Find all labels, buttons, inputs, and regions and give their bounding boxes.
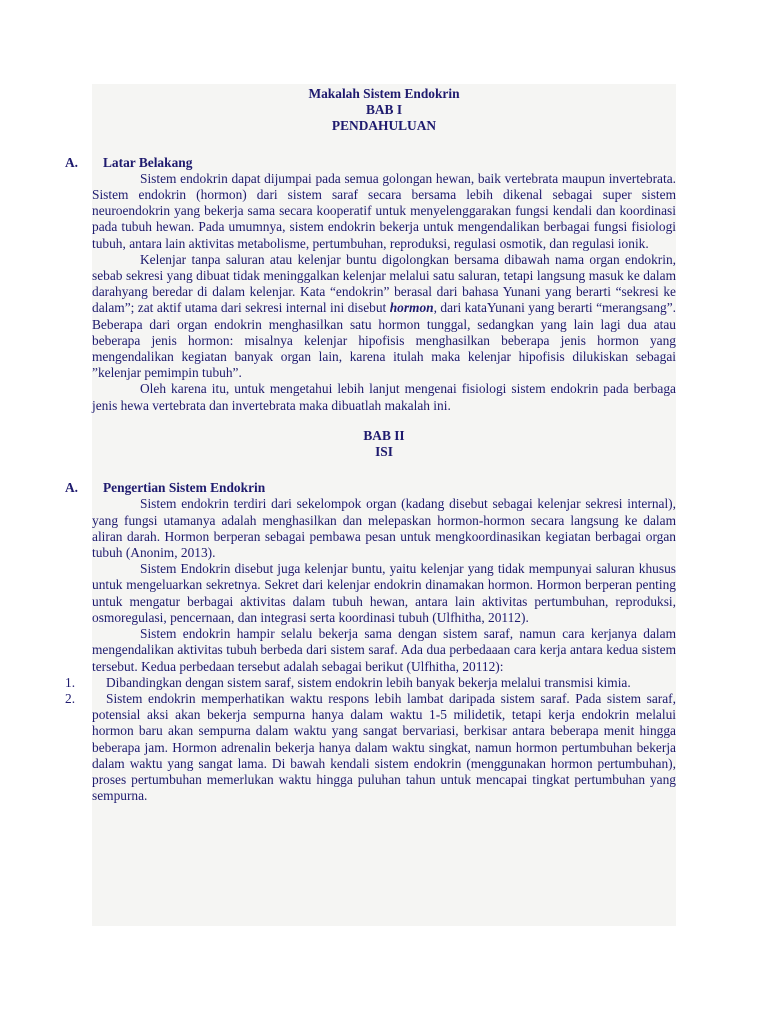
document-header: [92, 86, 676, 135]
paragraph: [92, 252, 676, 382]
paragraph: Sistem endokrin dapat dijumpai pada semua golongan hewan, baik vertebrata maupun invertebrata. Sistem endokrin (hormon) dari sistem saraf secara bersama lebih dikenal sebagai super sistem neuroendokrin yang bekerja sama secara kooperatif untuk menyelenggarakan fungsi kendali dan koordinasi pada tubuh hewan. Pada umumnya, sistem endokrin bekerja untuk mengendalikan berbagai fungsi fisiologi tubuh, antara lain aktivitas metabolisme, pertumbuhan, reproduksi, regulasi osmotik, dan regulasi ionik.: [92, 170, 676, 251]
document-body: [65, 86, 677, 804]
paragraph: Sistem Endokrin disebut juga kelenjar buntu, yaitu kelenjar yang tidak mempunyai saluran khusus untuk mengeluarkan sekretnya. Sekret dari kelenjar endokrin dinamakan hormon. Hormon berperan penting untuk mengatur berbagai aktivitas dalam tubuh hewan, antara lain aktivitas pertumbuhan, reproduksi, osmoregulasi, pencernaan, dan integrasi serta koordinasi tubuh (Ulfhitha, 20112).: [92, 561, 676, 625]
emphasized-term: hormon: [389, 300, 434, 316]
chapter-number: BAB II: [363, 427, 405, 443]
chapter-header: [92, 428, 676, 460]
list-item-text: Dibandingkan dengan sistem saraf, sistem endokrin lebih banyak bekerja melalui transmisi kimia.: [106, 674, 631, 690]
paragraph: Sistem endokrin terdiri dari sekelompok organ (kadang disebut sebagai kelenjar sekresi internal), yang fungsi utamanya adalah menghasilkan dan melepaskan hormon-hormon secara langsung ke dalam aliran darah. Hormon berperan sebagai pembawa pesan untuk mengkoordinasikan kegiatan berbagai organ tubuh (Anonim, 2013).: [92, 496, 676, 561]
list-marker: 2.: [65, 690, 76, 706]
list-item: [65, 674, 676, 691]
list-marker: 1.: [65, 674, 76, 690]
paragraph: Oleh karena itu, untuk mengetahui lebih lanjut mengenai fisiologi sistem endokrin pada berbaga jenis hewa vertebrata dan invertebrata maka dibuatlah makalah ini.: [92, 381, 676, 413]
section-heading-pengertian: [65, 480, 676, 496]
paragraph-text: , dari kataYunani yang berarti “merangsang”. Beberapa dari organ endokrin menghasilkan satu hormon tunggal, sedangkan yang lain lagi dua atau beberapa jenis hormon: misalnya kelenjar hipofisis menghasilkan beberapa jenis hormon yang mengendalikan kegiatan banyak organ lain, karena itulah maka kelenjar hipofisis dilukiskan sebagai ”kelenjar pemimpin tubuh”.: [92, 300, 677, 381]
section-title: Pengertian Sistem Endokrin: [103, 480, 266, 496]
document-title: Makalah Sistem Endokrin: [308, 86, 460, 101]
chapter-number: BAB I: [365, 102, 403, 118]
chapter-title: PENDAHULUAN: [331, 118, 437, 134]
list-item: [65, 690, 676, 804]
section-marker: A.: [65, 154, 79, 170]
section-title: Latar Belakang: [103, 154, 193, 170]
chapter-title: ISI: [375, 444, 393, 460]
section-marker: A.: [65, 480, 79, 496]
paragraph-text: Kelenjar tanpa saluran atau kelenjar buntu digolongkan bersama dibawah nama organ endokrin, sebab sekresi yang dibuat tidak meninggalkan kelenjar melalui satu saluran, tetapi langsung masuk ke dalam darahyang beredar di dalam kelenjar. Kata “endokrin” berasal dari bahasa Yunani yang berarti “sekresi ke dalam”; zat aktif utama dari sekresi internal ini disebut: [92, 251, 676, 316]
section-heading-latar-belakang: [65, 154, 676, 171]
paragraph: Sistem endokrin hampir selalu bekerja sama dengan sistem saraf, namun cara kerjanya dalam mengendalikan aktivitas tubuh berbeda dari sistem saraf. Ada dua perbedaaan cara kerja antara kedua sistem tersebut. Kedua perbedaan tersebut adalah sebagai berikut (Ulfhitha, 20112):: [92, 626, 676, 674]
list-item-text: Sistem endokrin memperhatikan waktu respons lebih lambat daripada sistem saraf. Pada sistem saraf, potensial aksi akan bekerja sempurna hanya dalam waktu 1-5 milidetik, tetapi kerja endokrin melalui hormon baru akan sempurna dalam waktu yang sangat bervariasi, berkisar antara beberapa menit hingga beberapa jam. Hormon adrenalin bekerja hanya dalam waktu singkat, namun hormon pertumbuhan bekerja dalam waktu yang sangat lama. Di bawah kendali sistem endokrin (menggunakan hormon pertumbuhan), proses pertumbuhan memerlukan waktu hingga puluhan tahun untuk mencapai tingkat pertumbuhan yang sempurna.: [92, 690, 676, 804]
